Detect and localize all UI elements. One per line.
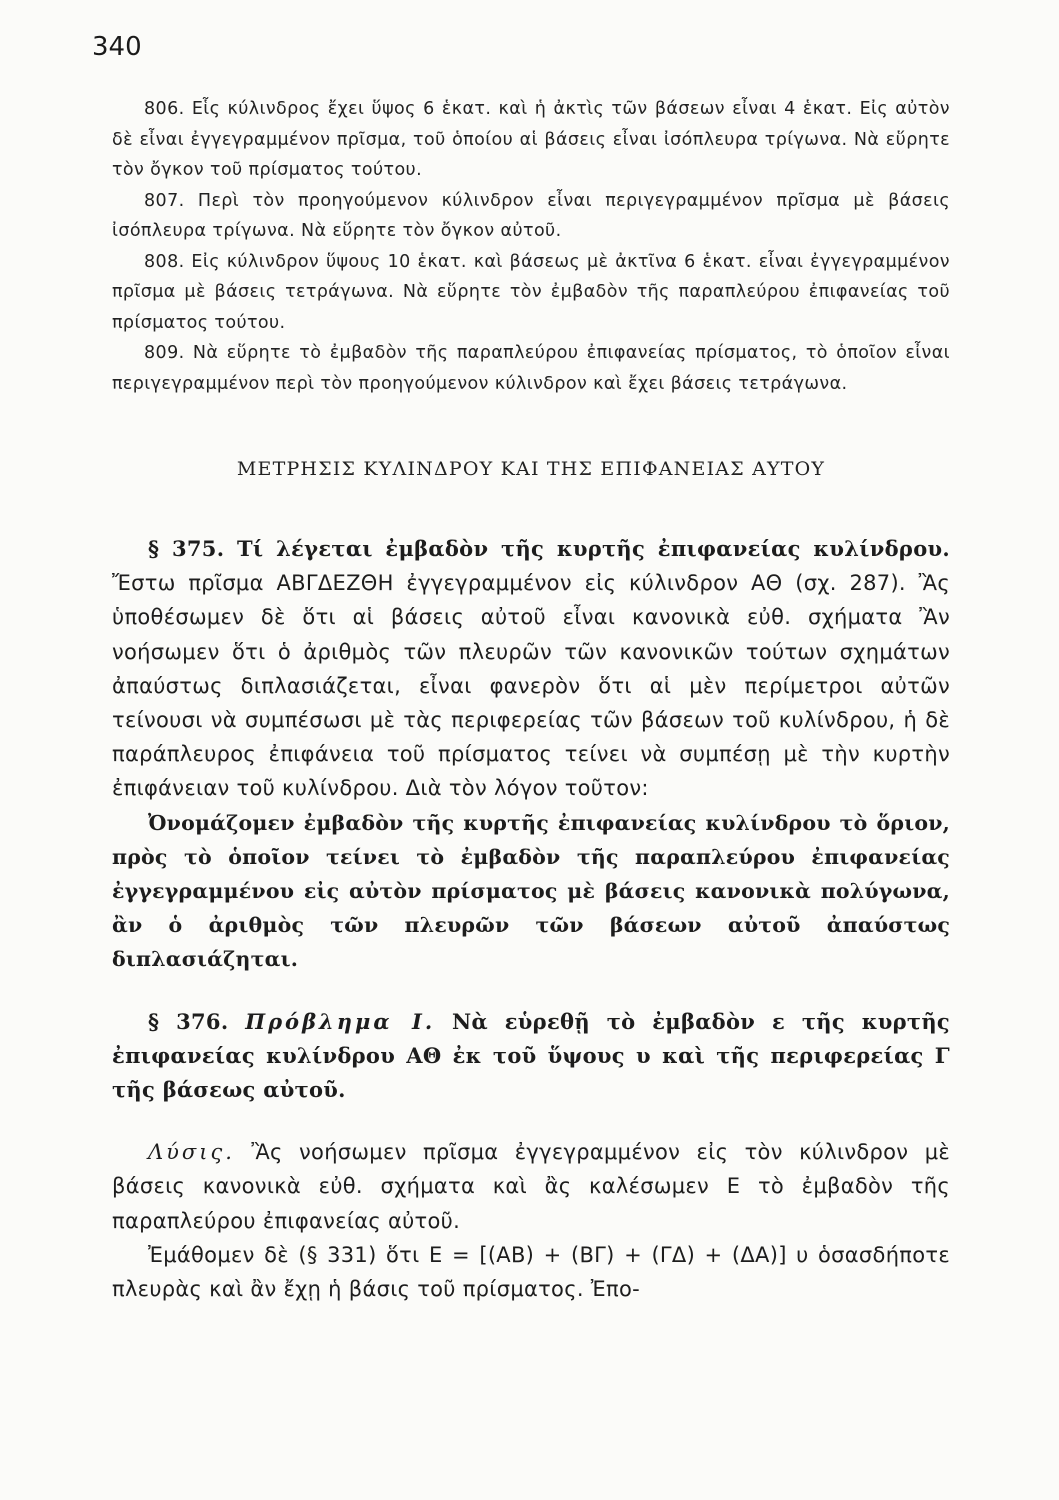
- problem-statement: Νὰ εὑρεθῇ τὸ ἐμβαδὸν ε τῆς κυρτῆς ἐπιφανείας κυλίνδρου ΑΘ ἐκ τοῦ ὕψους υ καὶ τῆς περιφερείας Γ τῆς βάσεως αὐτοῦ.: [112, 1008, 950, 1103]
- exercise-806: 806. Εἷς κύλινδρος ἔχει ὕψος 6 ἑκατ. καὶ ἡ ἀκτὶς τῶν βάσεων εἶναι 4 ἑκατ. Εἰς αὐτὸν δὲ εἶναι ἐγγεγραμμένον πρῖσμα, τοῦ ὁποίου αἱ βάσεις εἶναι ἰσόπλευρα τρίγωνα. Νὰ εὕρητε τὸν ὄγκον τοῦ πρίσματος τούτου.: [112, 99, 950, 180]
- problem-label: Πρόβλημα Ι.: [245, 1008, 436, 1034]
- exercise-807: 807. Περὶ τὸν προηγούμενον κύλινδρον εἶναι περιγεγραμμένον πρῖσμα μὲ βάσεις ἰσόπλευρα τρίγωνα. Νὰ εὕρητε τὸν ὄγκον αὐτοῦ.: [112, 190, 950, 241]
- exercise-list: [112, 94, 950, 399]
- section-375-title: § 375. Τί λέγεται ἐμβαδὸν τῆς κυρτῆς ἐπιφανείας κυλίνδρου.: [148, 536, 950, 561]
- section-376-number: § 376.: [148, 1008, 229, 1034]
- main-text: [112, 532, 950, 1306]
- solution-continuation: Ἐμάθομεν δὲ (§ 331) ὅτι Ε = [(ΑΒ) + (ΒΓ) + (ΓΔ) + (ΔΑ)] υ ὁσασδήποτε πλευρὰς καὶ ἂν ἔχῃ ἡ βάσις τοῦ πρίσματος. Ἐπο-: [112, 1242, 950, 1302]
- section-376: [112, 1005, 950, 1108]
- exercise-808: 808. Εἰς κύλινδρον ὕψους 10 ἑκατ. καὶ βάσεως μὲ ἀκτῖνα 6 ἑκατ. εἶναι ἐγγεγραμμένον πρῖσμα μὲ βάσεις τετράγωνα. Νὰ εὕρητε τὸν ἐμβαδὸν τῆς παραπλεύρου ἐπιφανείας τοῦ πρίσματος τούτου.: [112, 251, 950, 333]
- exercise-809: 809. Νὰ εὕρητε τὸ ἐμβαδὸν τῆς παραπλεύρου ἐπιφανείας πρίσματος, τὸ ὁποῖον εἶναι περιγεγραμμένον περὶ τὸν προηγούμενον κύλινδρον καὶ ἔχει βάσεις τετράγωνα.: [112, 343, 950, 394]
- definition-paragraph: Ὀνομάζομεν ἐμβαδὸν τῆς κυρτῆς ἐπιφανείας κυλίνδρου τὸ ὅριον, πρὸς τὸ ὁποῖον τείνει τὸ ἐμβαδὸν τῆς παραπλεύρου ἐπιφανείας ἐγγεγραμμένου εἰς αὐτὸν πρίσματος μὲ βάσεις κανονικὰ πολύγωνα, ἂν ὁ ἀριθμὸς τῶν πλευρῶν τῶν βάσεων αὐτοῦ ἀπαύστως διπλασιάζηται.: [112, 810, 950, 972]
- solution-label: Λύσις.: [148, 1140, 235, 1165]
- section-375-body: Ἔστω πρῖσμα ΑΒΓΔΕΖΘΗ ἐγγεγραμμένον εἰς κύλινδρον ΑΘ (σχ. 287). Ἂς ὑποθέσωμεν δὲ ὅτι αἱ βάσεις αὐτοῦ εἶναι κανονικὰ εὐθ. σχήματα Ἂν νοήσωμεν ὅτι ὁ ἀριθμὸς τῶν πλευρῶν τῶν κανονικῶν τούτων σχημάτων ἀπαύστως διπλασιάζεται, εἶναι φανερὸν ὅτι αἱ μὲν περίμετροι αὐτῶν τείνουσι νὰ συμπέσωσι μὲ τὰς περιφερείας τῶν βάσεων τοῦ κυλίνδρου, ἡ δὲ παράπλευρος ἐπιφάνεια τοῦ πρίσματος τείνει νὰ συμπέσῃ μὲ τὴν κυρτὴν ἐπιφάνειαν τοῦ κυλίνδρου. Διὰ τὸν λόγον τοῦτον:: [112, 571, 950, 801]
- solution-text: Ἂς νοήσωμεν πρῖσμα ἐγγεγραμμένον εἰς τὸν κύλινδρον μὲ βάσεις κανονικὰ εὐθ. σχήματα καὶ ἂς καλέσωμεν Ε τὸ ἐμβαδὸν τῆς παραπλεύρου ἐπιφανείας αὐτοῦ.: [112, 1140, 951, 1233]
- solution-paragraph: [112, 1135, 950, 1238]
- section-375: [112, 532, 950, 806]
- section-heading: ΜΕΤΡΗΣΙΣ ΚΥΛΙΝΔΡΟΥ ΚΑΙ ΤΗΣ ΕΠΙΦΑΝΕΙΑΣ ΑΥΤΟΥ: [236, 458, 826, 480]
- page-number: 340: [92, 32, 142, 62]
